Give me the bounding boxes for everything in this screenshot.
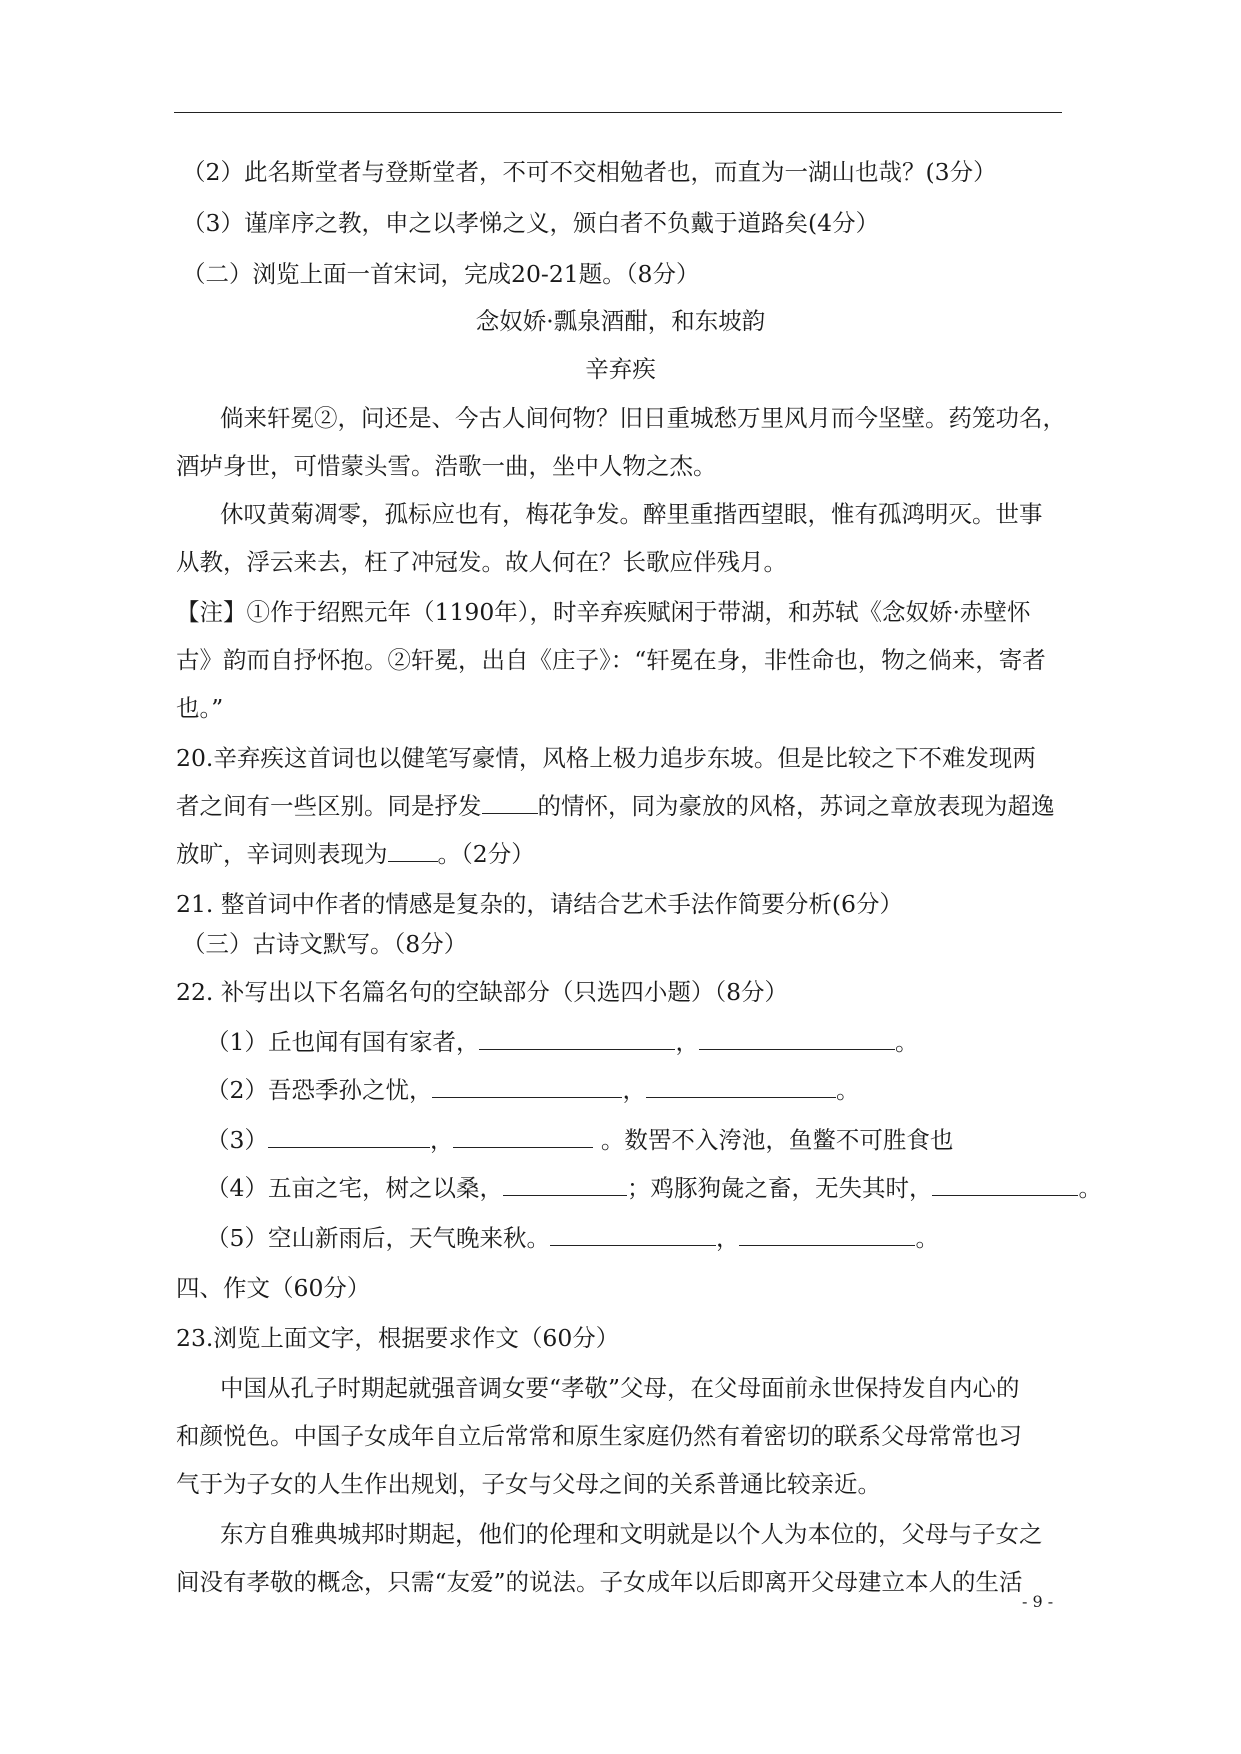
recite-1-blank-2[interactable]	[699, 1027, 895, 1050]
recite-3-blank-1[interactable]	[268, 1125, 430, 1148]
recite-4-text: （4）五亩之宅，树之以桑，	[206, 1174, 503, 1202]
question-22: 22. 补写出以下名篇名句的空缺部分（只选四小题）（8分）	[176, 978, 789, 1006]
essay-para-2-line-1: 东方自雅典城邦时期起，他们的伦理和文明就是以个人为本位的，父母与子女之	[220, 1520, 1043, 1548]
note-line-1: 【注】①作于绍熙元年（1190年），时辛弃疾赋闲于带湖，和苏轼《念奴娇·赤壁怀	[176, 598, 1031, 626]
essay-para-1-line-1: 中国从孔子时期起就强音调女要“孝敬”父母，在父母面前永世保持发自内心的	[220, 1374, 1020, 1402]
q20-blank-2[interactable]	[388, 839, 438, 862]
recite-3-blank-2[interactable]	[453, 1125, 593, 1148]
recite-2-blank-2[interactable]	[646, 1075, 836, 1098]
q20-text-b: 的情怀，同为豪放的风格，苏词之章放表现为超逸	[537, 792, 1055, 820]
q20-text-d: 。（2分）	[437, 840, 535, 868]
recite-2-blank-1[interactable]	[432, 1075, 622, 1098]
question-20-line-2	[176, 790, 1055, 822]
recite-2-end: 。	[835, 1076, 860, 1104]
recite-4-end: 。	[1078, 1174, 1102, 1202]
q20-text-c: 放旷，辛词则表现为	[176, 840, 388, 868]
recite-5-blank-1[interactable]	[550, 1223, 716, 1246]
recite-4-blank-2[interactable]	[932, 1173, 1078, 1196]
poem-title: 念奴娇·瓢泉酒酣，和东坡韵	[475, 307, 766, 335]
q20-blank-1[interactable]	[482, 791, 538, 814]
note-line-2: 古》韵而自抒怀抱。②轩冕，出自《庄子》：“轩冕在身，非性命也，物之倘来，寄者	[176, 646, 1046, 674]
recite-1-blank-1[interactable]	[479, 1027, 675, 1050]
recite-4-sep: ；鸡豚狗彘之畜，无失其时，	[626, 1174, 933, 1202]
question-20-line-3	[176, 838, 535, 870]
essay-para-2-line-2: 间没有孝敬的概念，只需“友爱”的说法。子女成年以后即离开父母建立本人的生活	[176, 1568, 1023, 1596]
recite-1-text: （1）丘也闻有国有家者，	[206, 1028, 480, 1056]
section-4-heading: 四、作文（60分）	[176, 1274, 371, 1302]
recite-3-text: （3）	[206, 1126, 268, 1154]
recite-2-sep: ，	[622, 1076, 646, 1104]
question-20-line-1: 20.辛弃疾这首词也以健笔写豪情，风格上极力追步东坡。但是比较之下不难发现两	[176, 744, 1036, 772]
recite-1-sep: ，	[675, 1028, 699, 1056]
poem-author: 辛弃疾	[585, 355, 656, 383]
section-3-heading: （三）古诗文默写。（8分）	[182, 930, 468, 958]
recite-item-3	[206, 1124, 953, 1156]
essay-para-1-line-3: 气于为子女的人生作出规划，子女与父母之间的关系普通比较亲近。	[176, 1470, 881, 1498]
recite-item-4	[206, 1172, 1102, 1204]
recite-5-text: （5）空山新雨后，天气晚来秋。	[206, 1224, 550, 1252]
recite-3-sep: ，	[429, 1126, 454, 1154]
recite-5-sep: ，	[715, 1224, 740, 1252]
header-rule	[174, 112, 1062, 113]
poem-line-3: 休叹黄菊凋零，孤标应也有，梅花争发。醉里重揩西望眼，惟有孤鸿明灭。世事	[220, 500, 1043, 528]
poem-line-2: 酒垆身世，可惜蒙头雪。浩歌一曲，坐中人物之杰。	[176, 452, 717, 480]
answer-line-2: （2）此名斯堂者与登斯堂者，不可不交相勉者也，而直为一湖山也哉？(3分）	[182, 158, 997, 186]
question-23: 23.浏览上面文字，根据要求作文（60分）	[176, 1324, 620, 1352]
section-2-heading: （二）浏览上面一首宋词，完成20-21题。（8分）	[182, 260, 700, 288]
essay-para-1-line-2: 和颜悦色。中国子女成年自立后常常和原生家庭仍然有着密切的联系父母常常也习	[176, 1422, 1022, 1450]
note-line-3: 也。”	[176, 694, 224, 722]
recite-4-blank-1[interactable]	[503, 1173, 627, 1196]
poem-line-4: 从教，浮云来去，枉了冲冠发。故人何在？长歌应伴残月。	[176, 548, 787, 576]
q20-text-a: 者之间有一些区别。同是抒发	[176, 792, 482, 820]
question-21: 21. 整首词中作者的情感是复杂的，请结合艺术手法作简要分析(6分）	[176, 890, 903, 918]
recite-2-text: （2）吾恐季孙之忧，	[206, 1076, 433, 1104]
recite-1-end: 。	[894, 1028, 919, 1056]
answer-line-3: （3）谨庠序之教，申之以孝悌之义，颁白者不负戴于道路矣(4分）	[182, 209, 880, 237]
recite-item-5	[206, 1222, 939, 1254]
poem-line-1: 倘来轩冕②，问还是、今古人间何物？旧日重城愁万里风月而今坚壁。药笼功名，	[220, 404, 1066, 432]
recite-item-1	[206, 1026, 918, 1058]
recite-5-end: 。	[915, 1224, 939, 1252]
page-number: - 9 -	[1022, 1592, 1054, 1611]
recite-5-blank-2[interactable]	[739, 1223, 915, 1246]
recite-3-end: 。数罟不入洿池，鱼鳖不可胜食也	[593, 1126, 954, 1154]
recite-item-2	[206, 1074, 859, 1106]
